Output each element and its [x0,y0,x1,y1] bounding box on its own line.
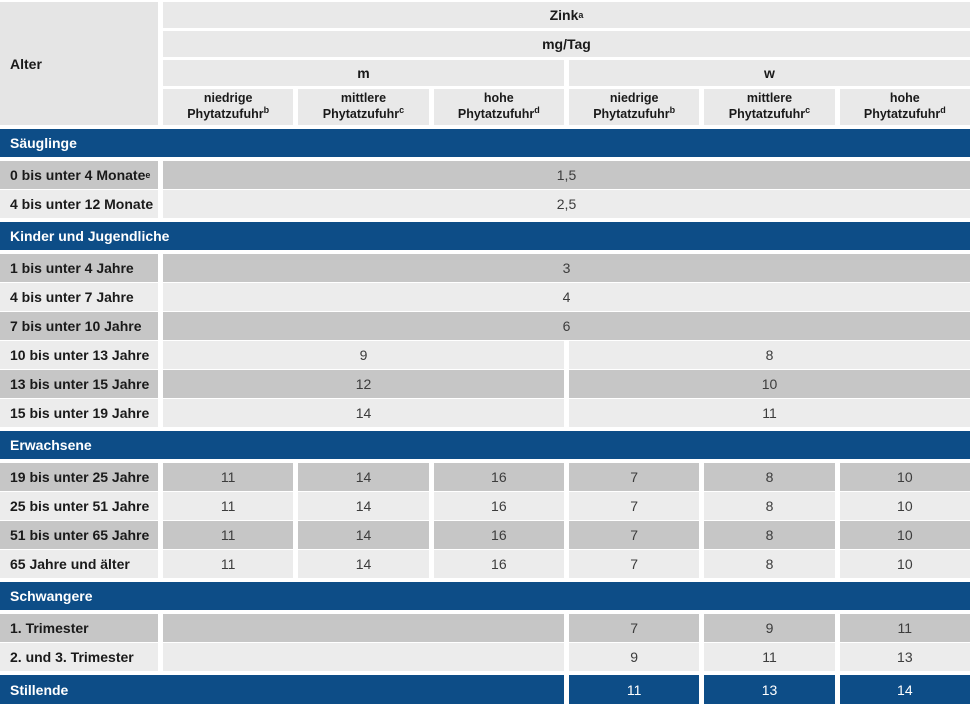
value-cell: 13 [704,675,834,704]
section-header-row [0,582,970,610]
value-cell: 7 [569,463,699,491]
phytate-level-label: niedrige [203,91,253,106]
value-cell: 9 [569,643,699,671]
value-cell-m: 12 [163,370,564,398]
age-label-cell: 1. Trimester [0,614,158,642]
section-header-row [0,129,970,157]
phytate-noun-label: Phytatzufuhr$^d$ [457,104,540,121]
age-label-cell: 2. und 3. Trimester [0,643,158,671]
age-label-cell: 7 bis unter 10 Jahre [0,312,158,340]
value-cell: 11 [840,614,970,642]
phytate-level-label: mittlere [746,91,793,106]
value-cell: 13 [840,643,970,671]
value-cell-w: 8 [569,341,970,369]
phytate-noun-label: Phytatzufuhr$^c$ [728,104,811,121]
section-title: Erwachsene [10,437,92,453]
value-cell: 11 [163,550,293,578]
phytate-noun-label: Phytatzufuhr$^b$ [593,104,676,121]
value-cell-m: 14 [163,399,564,427]
nutrient-name: Zink [549,7,579,23]
age-label-cell: 0 bis unter 4 Monate e [0,161,158,189]
phytate-header-cell [840,89,970,125]
phytate-noun-label: Phytatzufuhr$^b$ [187,104,270,121]
value-cell: 11 [163,521,293,549]
phytate-header-cell [163,89,293,125]
age-row [0,463,970,491]
age-row [0,521,970,549]
age-row [0,161,970,189]
value-cell: 8 [704,492,834,520]
value-cell: 14 [840,675,970,704]
age-label-cell: 51 bis unter 65 Jahre [0,521,158,549]
corner-label: Alter [10,55,42,72]
value-cell: 14 [298,521,428,549]
sex-group-label-m: m [357,65,370,81]
age-label-cell: 4 bis unter 12 Monate [0,190,158,218]
value-cell: 7 [569,550,699,578]
section-header-row [0,222,970,250]
phytate-noun-label: Phytatzufuhr$^d$ [863,104,946,121]
unit-label: mg/Tag [542,36,591,52]
corner-cell-alter [0,2,158,125]
value-cell: 9 [704,614,834,642]
phytate-header-cell [434,89,564,125]
merged-value-cell: 3 [163,254,970,282]
value-cell: 10 [840,550,970,578]
age-row [0,341,970,369]
age-label-cell: 1 bis unter 4 Jahre [0,254,158,282]
age-label-cell: 4 bis unter 7 Jahre [0,283,158,311]
phytate-header-cell [569,89,699,125]
nutrient-title-cell: Zink a [163,2,970,28]
age-row [0,254,970,282]
phytate-header-cell [704,89,834,125]
merged-value-cell: 2,5 [163,190,970,218]
table-header [0,2,970,125]
value-cell: 10 [840,492,970,520]
section-title: Kinder und Jugendliche [10,228,170,244]
value-cell: 14 [298,550,428,578]
value-cell: 8 [704,463,834,491]
age-row [0,550,970,578]
value-cell: 8 [704,550,834,578]
unit-cell [163,31,970,57]
age-row [0,643,970,671]
age-row [0,190,970,218]
phytate-level-label: hohe [889,91,920,106]
value-cell: 8 [704,521,834,549]
age-row [0,370,970,398]
phytate-header-cell [298,89,428,125]
age-row [0,399,970,427]
value-cell: 7 [569,492,699,520]
value-cell: 11 [704,643,834,671]
stillende-row [0,675,970,704]
phytate-noun-label: Phytatzufuhr$^c$ [322,104,405,121]
table-body [0,129,970,704]
value-cell: 11 [163,463,293,491]
age-label-cell: 19 bis unter 25 Jahre [0,463,158,491]
age-row [0,492,970,520]
empty-m-cell [163,614,564,642]
value-cell: 11 [569,675,699,704]
age-label-cell: 10 bis unter 13 Jahre [0,341,158,369]
value-cell-w: 11 [569,399,970,427]
value-cell: 14 [298,463,428,491]
empty-m-cell [163,643,564,671]
merged-value-cell: 6 [163,312,970,340]
value-cell-w: 10 [569,370,970,398]
section-title: Schwangere [10,588,93,604]
value-cell: 16 [434,492,564,520]
sex-group-cell-w [569,60,970,86]
phytate-level-label: mittlere [340,91,387,106]
section-title: Säuglinge [10,135,77,151]
value-cell: 11 [163,492,293,520]
stillende-label-cell: Stillende [0,675,564,704]
age-label-cell: 65 Jahre und älter [0,550,158,578]
sex-group-label-w: w [764,65,775,81]
value-cell: 10 [840,463,970,491]
value-cell: 16 [434,463,564,491]
sex-group-cell-m [163,60,564,86]
age-row [0,283,970,311]
age-row [0,312,970,340]
age-label-cell: 13 bis unter 15 Jahre [0,370,158,398]
value-cell: 7 [569,521,699,549]
age-row [0,614,970,642]
merged-value-cell: 1,5 [163,161,970,189]
phytate-level-label: niedrige [609,91,659,106]
section-header-row [0,431,970,459]
value-cell: 16 [434,521,564,549]
value-cell: 16 [434,550,564,578]
value-cell: 10 [840,521,970,549]
age-label-cell: 15 bis unter 19 Jahre [0,399,158,427]
merged-value-cell: 4 [163,283,970,311]
age-label-cell: 25 bis unter 51 Jahre [0,492,158,520]
value-cell: 14 [298,492,428,520]
phytate-level-label: hohe [483,91,514,106]
value-cell: 7 [569,614,699,642]
value-cell-m: 9 [163,341,564,369]
